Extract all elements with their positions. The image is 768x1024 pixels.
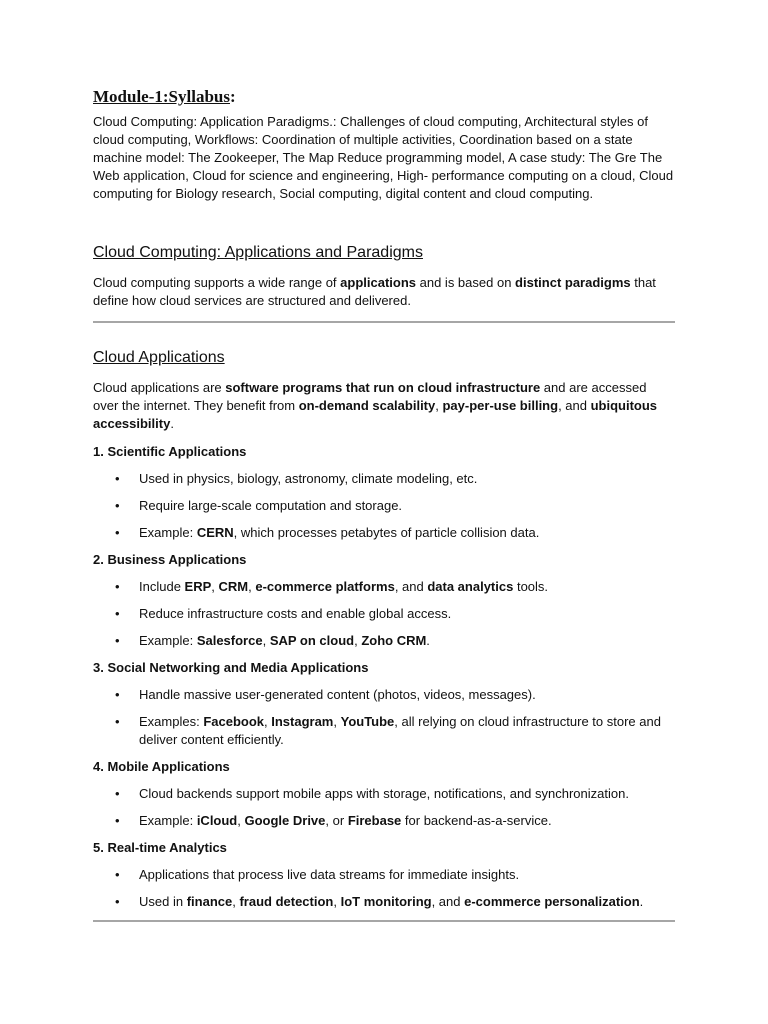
document-content bbox=[93, 86, 675, 922]
list-item: • Example: iCloud, Google Drive, or Firebase for backend-as-a-service. bbox=[93, 812, 675, 830]
paradigms-paragraph: Cloud computing supports a wide range of applications and is based on distinct paradigms that define how cloud services are structured and delivered. bbox=[93, 275, 656, 308]
module-title bbox=[93, 86, 675, 108]
social-heading: 3. Social Networking and Media Applications bbox=[93, 660, 369, 675]
mobile-list bbox=[93, 785, 675, 830]
applications-paragraph: Cloud applications are software programs that run on cloud infrastructure and are accessed over the internet. They benefit from on-demand scalability, pay-per-use billing, and ubiquitous accessibility. bbox=[93, 380, 658, 431]
list-item: • Include ERP, CRM, e-commerce platforms, and data analytics tools. bbox=[93, 578, 675, 596]
paradigms-heading: Cloud Computing: Applications and Paradigms bbox=[93, 244, 423, 261]
list-item: • Require large-scale computation and storage. bbox=[93, 497, 675, 515]
list-item: • Used in finance, fraud detection, IoT monitoring, and e-commerce personalization. bbox=[93, 893, 675, 911]
syllabus-paragraph: Cloud Computing: Application Paradigms.: Challenges of cloud computing, Architectural styles of cloud computing, Workflows: Coordination of multiple activities, Coordination based on a state machine model: The Zookeeper, The Map Reduce programming model, A case study: The Gre The Web application, Cloud for science and engineering, High- performance computing on a cloud, Cloud computing for Biology research, Social computing, digital content and cloud computing. bbox=[93, 114, 674, 201]
realtime-list bbox=[93, 866, 675, 911]
divider-bottom bbox=[93, 920, 675, 922]
module-title-text: Module-1:Syllabus bbox=[93, 87, 230, 106]
applications-heading: Cloud Applications bbox=[93, 349, 225, 366]
list-item: • Example: CERN, which processes petabytes of particle collision data. bbox=[93, 524, 675, 542]
module-title-colon: : bbox=[229, 87, 236, 106]
scientific-heading: 1. Scientific Applications bbox=[93, 444, 247, 459]
list-item: • Examples: Facebook, Instagram, YouTube, all relying on cloud infrastructure to store and deliver content efficiently. bbox=[93, 713, 675, 749]
business-list bbox=[93, 578, 675, 650]
list-item: • Cloud backends support mobile apps with storage, notifications, and synchronization. bbox=[93, 785, 675, 803]
social-list bbox=[93, 686, 675, 749]
scientific-list bbox=[93, 470, 675, 542]
divider bbox=[93, 321, 675, 323]
realtime-heading: 5. Real-time Analytics bbox=[93, 840, 227, 855]
list-item: • Handle massive user-generated content (photos, videos, messages). bbox=[93, 686, 675, 704]
list-item: • Used in physics, biology, astronomy, climate modeling, etc. bbox=[93, 470, 675, 488]
list-item: • Reduce infrastructure costs and enable global access. bbox=[93, 605, 675, 623]
list-item: • Applications that process live data streams for immediate insights. bbox=[93, 866, 675, 884]
list-item: • Example: Salesforce, SAP on cloud, Zoho CRM. bbox=[93, 632, 675, 650]
mobile-heading: 4. Mobile Applications bbox=[93, 759, 230, 774]
business-heading: 2. Business Applications bbox=[93, 552, 247, 567]
